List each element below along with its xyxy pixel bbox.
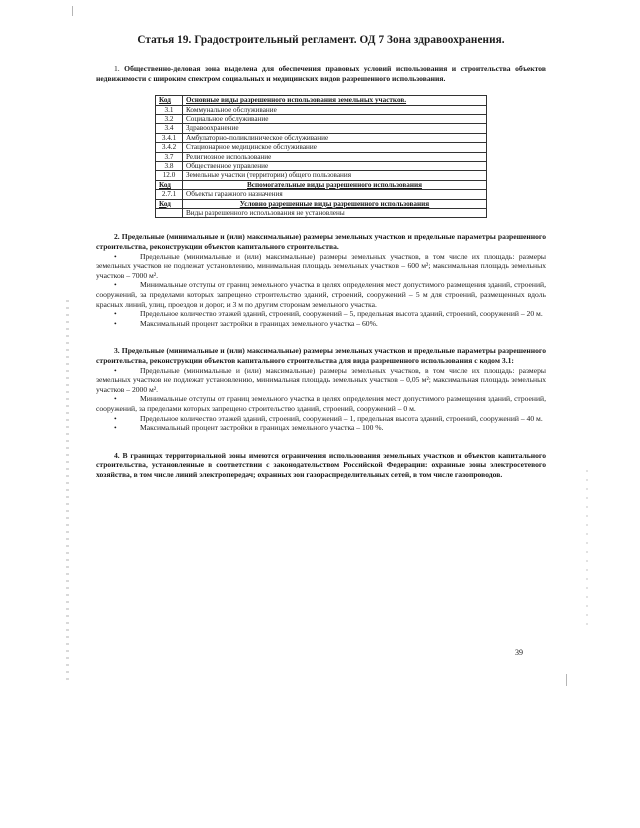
- bullet-icon: •: [114, 365, 117, 375]
- intro-number: 1.: [114, 64, 120, 73]
- bullet-icon: •: [114, 318, 117, 328]
- header-title: Условно разрешенные виды разрешенного использования: [183, 199, 487, 208]
- row-code: 3.4.2: [156, 143, 183, 152]
- row-code: 2.7.1: [156, 190, 183, 199]
- bullet-text: Предельное количество этажей зданий, строений, сооружений – 1, предельная высота зданий, строений, сооружений – 40 м.: [140, 413, 543, 423]
- section-4-paragraph: 4. В границах территориальной зоны имеются ограничения использования земельных участков и объектов капитального строительства, установленные в соответствии с законодательством Российской Федерации: охранные зоны электросетевого хозяйства, в том числе линий электропередач; охранных зон газораспределительных сетей, в том числе газопроводов.: [96, 450, 546, 479]
- section-2-bullet: [96, 319, 546, 329]
- section-3-heading: 3. Предельные (минимальные и (или) максимальные) размеры земельных участков и предельные параметры разрешенного строительства, реконструкции объектов капитального строительства для вида разрешенного использования с кодом 3.1:: [96, 346, 546, 365]
- page-number: 39: [515, 648, 523, 657]
- row-name: Амбулаторно-поликлиническое обслуживание: [183, 133, 487, 142]
- section-3-bullet: [96, 366, 546, 395]
- row-name: Стационарное медицинское обслуживание: [183, 143, 487, 152]
- section-3-bullet: [96, 394, 546, 413]
- bullet-text: Предельные (минимальные и (или) максимальные) размеры земельных участков, в том числе их площадь: размеры земельных участков не подлежат установлению, минимальная площадь земельных участков – 600 м²; максимальная площадь земельных участков – 7000 м².: [96, 251, 546, 280]
- bullet-text: Предельные (минимальные и (или) максимальные) размеры земельных участков, в том числе их площадь: размеры земельных участков не подлежат установлению, минимальная площадь земельных участков – 0,05 м²; максимальная площадь земельных участков – 2000 м².: [96, 365, 546, 394]
- table-row: [156, 105, 487, 114]
- table-row: [156, 115, 487, 124]
- bullet-icon: •: [114, 280, 117, 290]
- row-name: Здравоохранение: [183, 124, 487, 133]
- header-code: Код: [156, 199, 183, 208]
- aux-uses-header: [156, 180, 487, 189]
- row-code: 12.0: [156, 171, 183, 180]
- section-2-bullet: [96, 252, 546, 281]
- bullet-text: Максимальный процент застройки в границах земельного участка – 60%.: [140, 318, 378, 328]
- section-3-bullet: [96, 423, 546, 433]
- intro-paragraph: [96, 64, 546, 83]
- bullet-icon: •: [114, 423, 117, 433]
- header-title: Вспомогательные виды разрешенного использования: [183, 180, 487, 189]
- bullet-icon: •: [114, 394, 117, 404]
- scan-artifact-left: [66, 300, 69, 680]
- table-row: [156, 209, 487, 218]
- table-row: [156, 143, 487, 152]
- row-name: Социальное обслуживание: [183, 115, 487, 124]
- bullet-text: Предельное количество этажей зданий, строений, сооружений – 5, предельная высота зданий, строений, сооружений – 20 м.: [140, 309, 543, 319]
- bullet-icon: •: [114, 413, 117, 423]
- row-name: Земельные участки (территории) общего пользования: [183, 171, 487, 180]
- row-code: 3.4.1: [156, 133, 183, 142]
- row-code: 3.7: [156, 152, 183, 161]
- section-3-bullet: [96, 414, 546, 424]
- row-code: 3.4: [156, 124, 183, 133]
- row-name: Общественное управление: [183, 162, 487, 171]
- row-name: Объекты гаражного назначения: [183, 190, 487, 199]
- document-page: [96, 34, 546, 480]
- section-2-heading: 2. Предельные (минимальные и (или) максимальные) размеры земельных участков и предельные параметры разрешенного строительства, реконструкции объектов капитального строительства.: [96, 232, 546, 252]
- table-row: [156, 171, 487, 180]
- conditional-uses-header: [156, 199, 487, 208]
- header-code: Код: [156, 180, 183, 189]
- scan-tick: [72, 6, 73, 16]
- table-row: [156, 190, 487, 199]
- table-row: [156, 162, 487, 171]
- header-title: Основные виды разрешенного использования земельных участков.: [183, 96, 487, 105]
- table-row: [156, 152, 487, 161]
- row-name: Религиозное использование: [183, 152, 487, 161]
- permitted-uses-table: [155, 95, 487, 218]
- table-row: [156, 133, 487, 142]
- row-code: 3.2: [156, 115, 183, 124]
- row-code: [156, 209, 183, 218]
- bullet-text: Максимальный процент застройки в границах земельного участка – 100 %.: [140, 423, 384, 433]
- section-2-bullet: [96, 280, 546, 309]
- main-uses-header: [156, 96, 487, 105]
- row-name: Виды разрешенного использования не установлены: [183, 209, 487, 218]
- header-code: Код: [156, 96, 183, 105]
- intro-text: Общественно-деловая зона выделена для обеспечения правовых условий использования и строительства объектов недвижимости с широким спектром социальных и медицинских видов разрешенного использования.: [96, 64, 546, 83]
- bullet-text: Минимальные отступы от границ земельного участка в целях определения мест допустимого размещения зданий, строений, сооружений, за пределами которых запрещено строительство зданий, строений, сооружений – 5 м для строений, размещенных вдоль красных линий, улиц, проездов и дорог, и 3 м по другим сторонам земельного участка.: [96, 280, 546, 309]
- article-title: Статья 19. Градостроительный регламент. ОД 7 Зона здравоохранения.: [137, 34, 505, 46]
- section-2-bullet: [96, 309, 546, 319]
- bullet-icon: •: [114, 309, 117, 319]
- bullet-icon: •: [114, 251, 117, 261]
- scan-tick: [566, 674, 567, 686]
- row-code: 3.8: [156, 162, 183, 171]
- row-code: 3.1: [156, 105, 183, 114]
- scan-artifact-right: [586, 470, 588, 630]
- row-name: Коммунальное обслуживание: [183, 105, 487, 114]
- table-row: [156, 124, 487, 133]
- bullet-text: Минимальные отступы от границ земельного участка в целях определения мест допустимого размещения зданий, строений, сооружений, за пределами которых запрещено строительство зданий, строений, сооружений – 0 м.: [96, 394, 546, 413]
